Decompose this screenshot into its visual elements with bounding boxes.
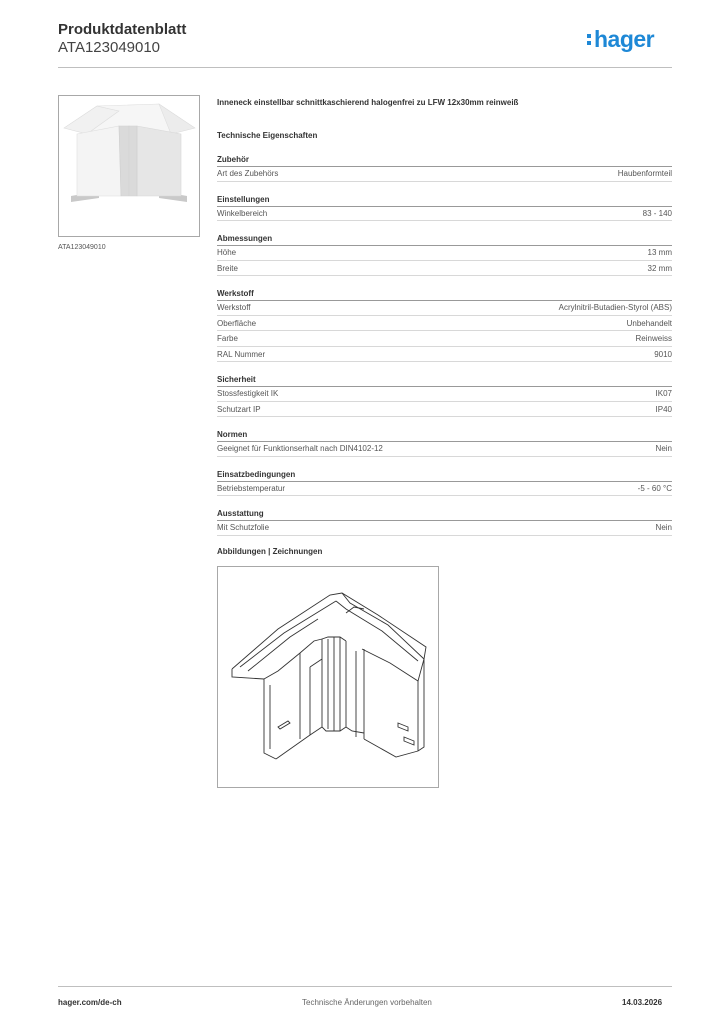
property-label: Geeignet für Funktionserhalt nach DIN4102-12 [217, 444, 383, 453]
product-photo-image [59, 96, 199, 236]
property-row [217, 348, 672, 362]
photo-caption: ATA123049010 [58, 244, 106, 251]
property-value: Unbehandelt [626, 318, 672, 328]
property-label: Mit Schutzfolie [217, 523, 270, 532]
property-label: Farbe [217, 334, 238, 343]
group-title: Sicherheit [217, 375, 256, 384]
property-value: Nein [655, 444, 672, 453]
technical-drawing [217, 566, 439, 788]
property-row [217, 387, 672, 401]
property-value: Reinweiss [635, 334, 672, 343]
page-title: Produktdatenblatt [58, 21, 187, 38]
footer-website-link[interactable]: hager.com/de-ch [58, 998, 122, 1007]
article-number: ATA123049010 [58, 39, 161, 56]
row-divider [217, 346, 672, 347]
row-divider [217, 456, 672, 457]
row-divider [217, 330, 672, 331]
footer-notice: Technische Änderungen vorbehalten [302, 998, 432, 1007]
footer-date: 14.03.2026 [622, 998, 663, 1007]
property-row [217, 207, 672, 221]
technical-properties-heading: Technische Eigenschaften [217, 131, 318, 140]
property-label: Betriebstemperatur [217, 483, 286, 493]
property-value: 9010 [654, 349, 672, 359]
property-label: Winkelbereich [217, 208, 268, 218]
row-divider [217, 315, 672, 316]
footer-divider [58, 986, 672, 987]
drawings-heading: Abbildungen | Zeichnungen [217, 547, 323, 556]
property-row [217, 167, 672, 181]
row-divider [217, 260, 672, 261]
property-row [217, 246, 672, 260]
property-row [217, 482, 672, 496]
logo-text: hager [594, 26, 655, 52]
property-label: Stossfestigkeit IK [217, 389, 279, 398]
product-title: Inneneck einstellbar schnittkaschierend halogenfrei zu LFW 12x30mm reinweiß [217, 98, 519, 107]
row-divider [217, 275, 672, 276]
property-label: Werkstoff [217, 303, 251, 312]
row-divider [217, 401, 672, 402]
property-value: 32 mm [647, 263, 672, 273]
property-row [217, 442, 672, 456]
group-title: Werkstoff [217, 289, 254, 298]
property-row [217, 332, 672, 346]
group-title: Ausstattung [217, 509, 264, 518]
property-row [217, 301, 672, 315]
property-value: 13 mm [647, 248, 672, 257]
property-value: IP40 [655, 404, 672, 414]
group-title: Abmessungen [217, 234, 273, 243]
row-divider [217, 535, 672, 536]
property-row [217, 262, 672, 276]
property-label: RAL Nummer [217, 349, 266, 359]
property-label: Schutzart IP [217, 404, 261, 414]
property-value: -5 - 60 °C [637, 483, 672, 493]
property-row [217, 521, 672, 535]
group-title: Zubehör [217, 155, 249, 164]
group-title: Einstellungen [217, 194, 270, 204]
property-label: Höhe [217, 248, 237, 257]
header-divider [58, 67, 672, 68]
hager-logo [594, 26, 654, 53]
property-value: 83 - 140 [642, 208, 672, 218]
row-divider [217, 495, 672, 496]
property-value: Haubenformteil [617, 169, 672, 178]
group-title: Normen [217, 430, 248, 439]
product-photo [58, 95, 200, 237]
property-row [217, 317, 672, 331]
row-divider [217, 220, 672, 221]
technical-drawing-image [218, 567, 438, 787]
property-row [217, 403, 672, 417]
property-value: Nein [655, 523, 672, 532]
property-value: Acrylnitril-Butadien-Styrol (ABS) [558, 303, 672, 312]
group-title: Einsatzbedingungen [217, 469, 296, 479]
row-divider [217, 416, 672, 417]
logo-dot-icon [587, 41, 591, 45]
property-label: Breite [217, 263, 238, 273]
logo-dot-icon [587, 34, 591, 38]
property-label: Art des Zubehörs [217, 169, 279, 178]
row-divider [217, 181, 672, 182]
row-divider [217, 361, 672, 362]
property-label: Oberfläche [217, 318, 257, 328]
property-value: IK07 [655, 389, 672, 398]
